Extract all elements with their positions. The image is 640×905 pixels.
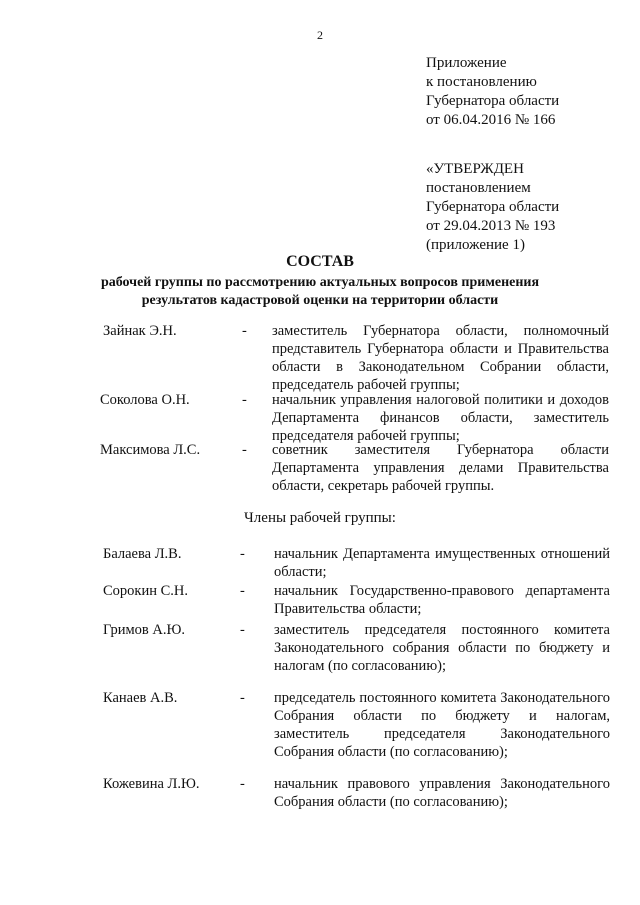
dash: -: [242, 323, 247, 339]
member-role: начальник Государственно-правового департамента Правительства области;: [274, 583, 610, 617]
member-name: Канаев А.В.: [103, 690, 178, 706]
appendix-line-1: Приложение: [426, 55, 507, 71]
member-name: Гримов А.Ю.: [103, 622, 186, 638]
appendix-line-3: Губернатора области: [426, 93, 560, 109]
dash: -: [240, 622, 245, 638]
approved-line-2: постановлением: [426, 180, 531, 196]
dash: -: [240, 690, 245, 706]
dash: -: [242, 442, 247, 458]
approved-line-4: от 29.04.2013 № 193: [426, 218, 556, 234]
document-title: СОСТАВ: [286, 253, 354, 270]
document-subtitle: рабочей группы по рассмотрению актуальных вопросов применения результатов кадастровой оценки на территории области: [100, 275, 540, 308]
member-name: Сорокин С.Н.: [103, 583, 189, 599]
member-name: Максимова Л.С.: [100, 442, 201, 458]
page-number: 2: [317, 28, 323, 42]
appendix-block: [426, 54, 559, 130]
approved-line-3: Губернатора области: [426, 199, 560, 215]
dash: -: [240, 546, 245, 562]
member-name: Балаева Л.В.: [103, 546, 182, 562]
member-role: заместитель председателя постоянного комитета Законодательного собрания области по бюджету и налогам (по согласованию);: [274, 622, 610, 674]
member-role: советник заместителя Губернатора области Департамента управления делами Правительства области, секретарь рабочей группы.: [272, 442, 609, 494]
member-role: заместитель Губернатора области, полномочный представитель Губернатора области и Правительства области в Законодательном Собрании области, председатель рабочей группы;: [272, 323, 609, 393]
approved-line-1: «УТВЕРЖДЕН: [426, 161, 524, 177]
dash: -: [240, 776, 245, 792]
member-role: начальник Департамента имущественных отношений области;: [274, 546, 610, 580]
appendix-line-4: от 06.04.2016 № 166: [426, 112, 556, 128]
member-name: Соколова О.Н.: [100, 392, 190, 408]
member-name: Зайнак Э.Н.: [103, 323, 177, 339]
members-heading: Члены рабочей группы:: [244, 510, 396, 526]
member-role: председатель постоянного комитета Законодательного Собрания области по бюджету и налогам, заместитель председателя Законодательного Собрания области (по согласованию);: [274, 690, 610, 760]
dash: -: [240, 583, 245, 599]
member-name: Кожевина Л.Ю.: [103, 776, 200, 792]
approved-line-5: (приложение 1): [426, 237, 525, 253]
appendix-line-2: к постановлению: [426, 74, 537, 90]
member-role: начальник правового управления Законодательного Собрания области (по согласованию);: [274, 776, 610, 810]
approved-block: [426, 160, 559, 255]
dash: -: [242, 392, 247, 408]
member-role: начальник управления налоговой политики и доходов Департамента финансов области, заместитель председателя рабочей группы;: [272, 392, 609, 444]
